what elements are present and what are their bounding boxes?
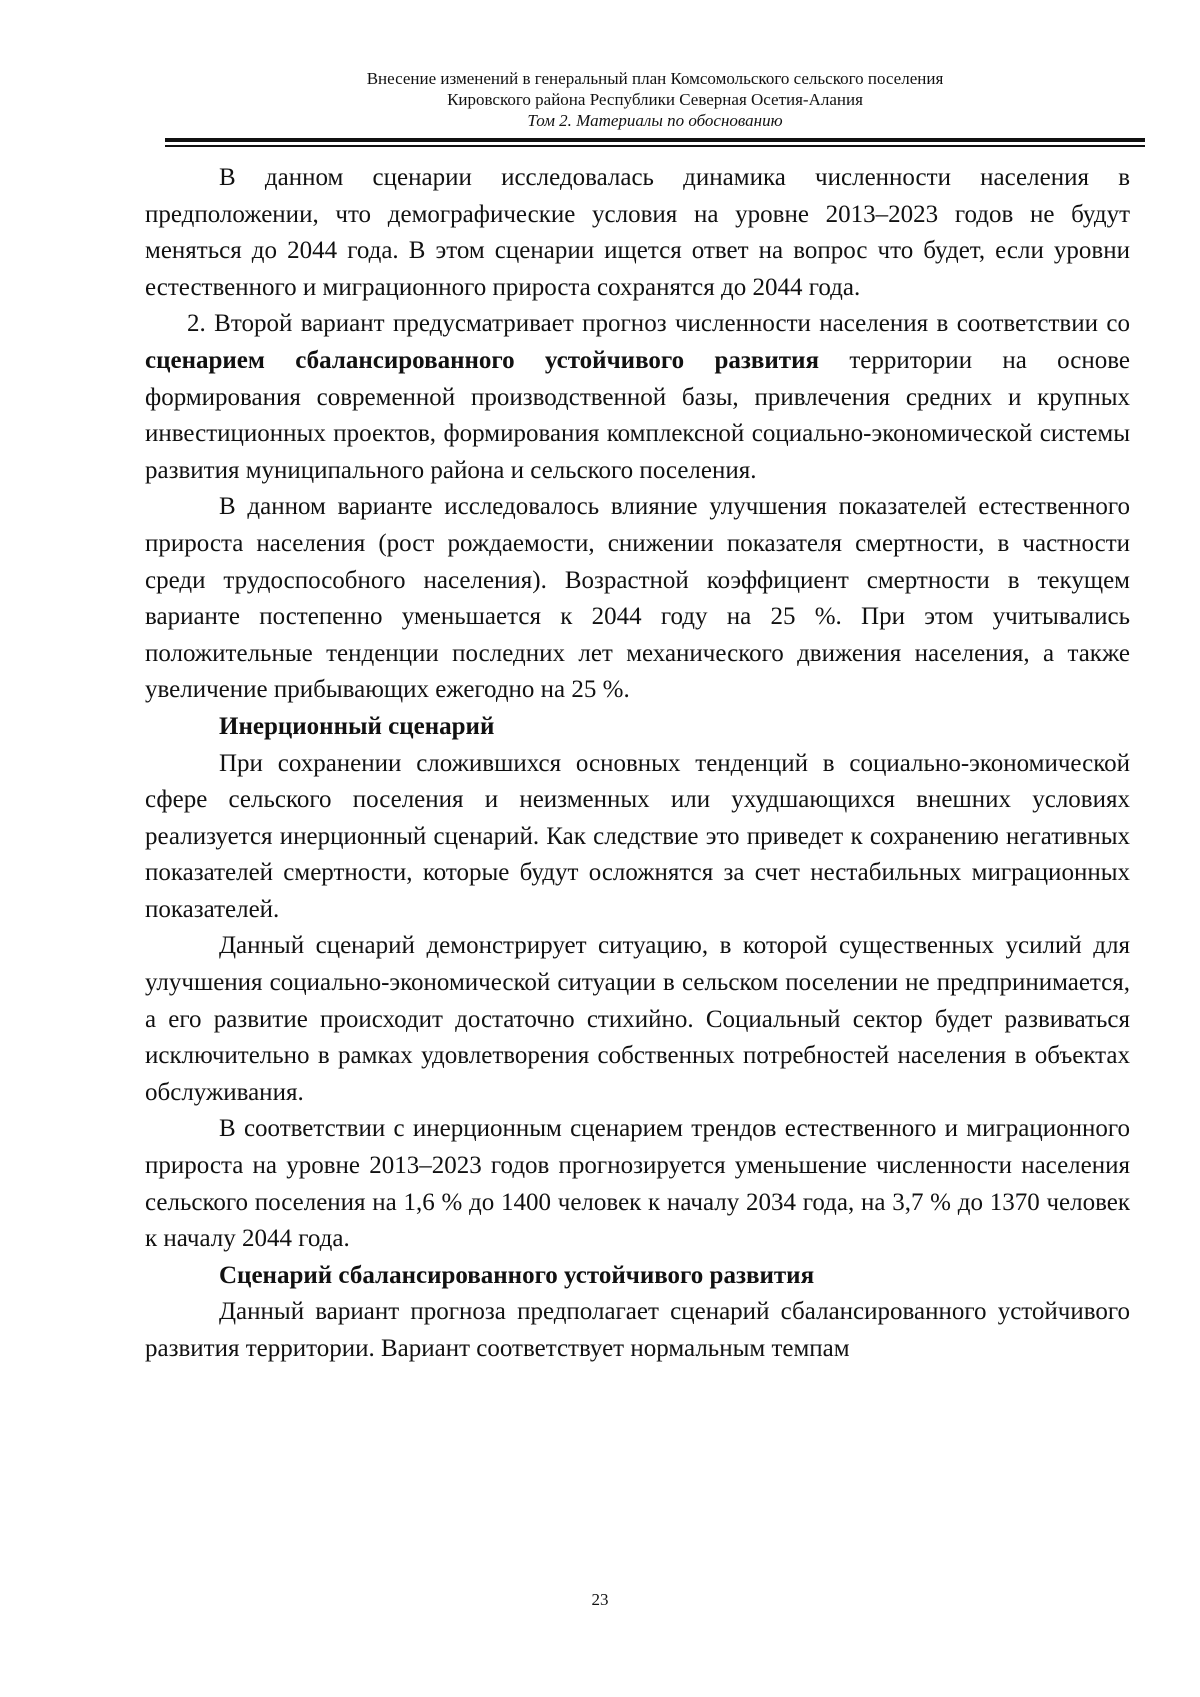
- list-item-text-start: Второй вариант предусматривает прогноз численности населения в соответствии со: [214, 310, 1131, 338]
- list-item-second-variant: [145, 306, 1130, 489]
- section-heading-balanced: Сценарий сбалансированного устойчивого развития: [219, 1261, 815, 1289]
- section-heading-inertial: Инерционный сценарий: [219, 712, 495, 740]
- page-body: [145, 160, 1130, 1368]
- header-line-1: Внесение изменений в генеральный план Комсомольского сельского поселения: [366, 69, 944, 88]
- paragraph-inertial-2: Данный сценарий демонстрирует ситуацию, в которой существенных усилий для улучшения социально-экономической ситуации в сельском поселении не предпринимается, а его развитие происходит достаточно стихийно. Социальный сектор будет развиваться исключительно в рамках удовлетворения собственных потребностей населения в объектах обслуживания.: [145, 932, 1130, 1106]
- paragraph-scenario-description: В данном сценарии исследовалась динамика численности населения в предположении, что демографические условия на уровне 2013–2023 годов не будут меняться до 2044 года. В этом сценарии ищется ответ на вопрос что будет, если уровни естественного и миграционного прироста сохранятся до 2044 года.: [145, 164, 1130, 301]
- list-item-text-end: территории на основе формирования современной производственной базы, привлечения средних и крупных инвестиционных проектов, формирования комплексной социально-экономической системы развития муниципального района и сельского поселения.: [145, 346, 1130, 484]
- header-line-3: Том 2. Материалы по обоснованию: [527, 111, 783, 130]
- list-item-bold-phrase: сценарием сбалансированного устойчивого развития: [145, 346, 820, 374]
- header-rule-thin: [165, 145, 1145, 147]
- paragraph-inertial-1: При сохранении сложившихся основных тенденций в социально-экономической сфере сельского поселения и неизменных или ухудшающихся внешних условиях реализуется инерционный сценарий. Как следствие это приведет к сохранению негативных показателей смертности, которые будут осложнятся за счет нестабильных миграционных показателей.: [145, 749, 1130, 923]
- running-header: [165, 68, 1145, 131]
- paragraph-variant-details: В данном варианте исследовалось влияние улучшения показателей естественного прироста населения (рост рождаемости, снижении показателя смертности, в частности среди трудоспособного населения). Возрастной коэффициент смертности в текущем варианте постепенно уменьшается к 2044 году на 25 %. При этом учитывались положительные тенденции последних лет механического движения населения, а также увеличение прибывающих ежегодно на 25 %.: [145, 493, 1130, 704]
- header-rule-thick: [165, 138, 1145, 142]
- list-item-number: 2.: [187, 310, 206, 338]
- paragraph-balanced-1: Данный вариант прогноза предполагает сценарий сбалансированного устойчивого развития территории. Вариант соответствует нормальным темпам: [145, 1298, 1130, 1362]
- header-line-2: Кировского района Республики Северная Осетия-Алания: [447, 90, 863, 109]
- page-number: 23: [591, 1590, 609, 1609]
- paragraph-inertial-3: В соответствии с инерционным сценарием трендов естественного и миграционного прироста на уровне 2013–2023 годов прогнозируется уменьшение численности населения сельского поселения на 1,6 % до 1400 человек к началу 2034 года, на 3,7 % до 1370 человек к началу 2044 года.: [145, 1115, 1130, 1253]
